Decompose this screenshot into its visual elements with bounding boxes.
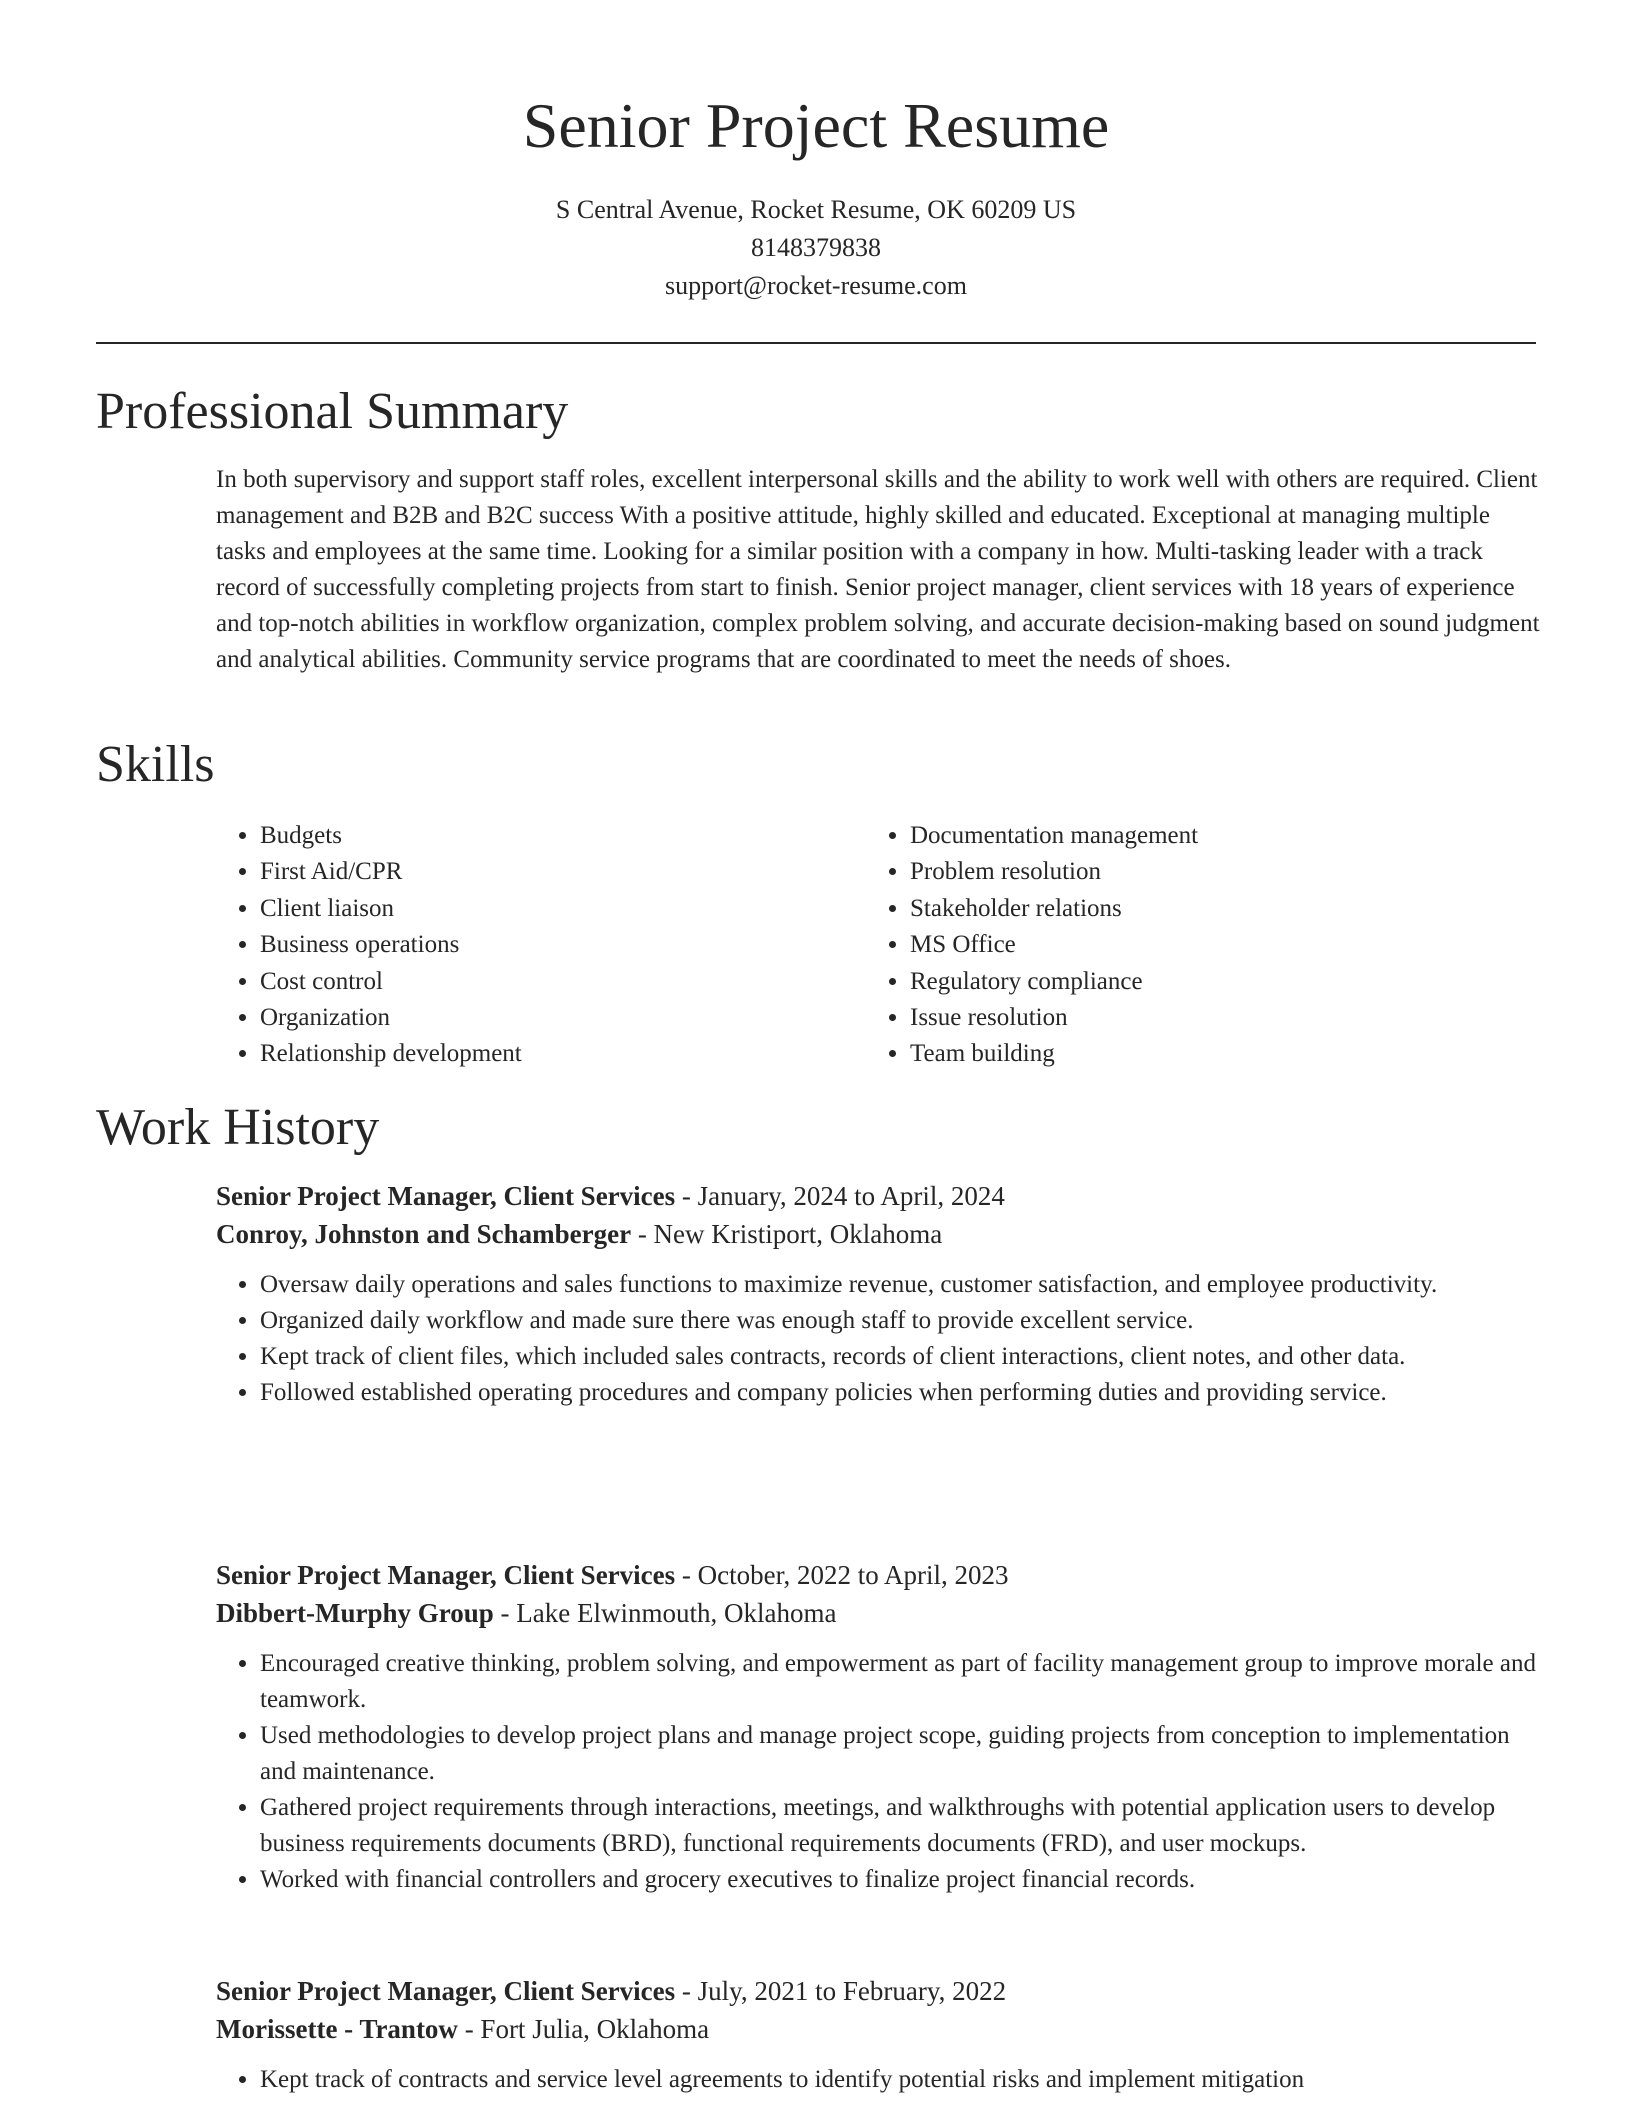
header-divider (96, 342, 1536, 344)
job-entry (216, 1177, 1542, 1411)
job-bullet: • Followed established operating procedures and company policies when performing duties and providing service. (260, 1375, 1542, 1411)
job-dates: - October, 2022 to April, 2023 (675, 1560, 1009, 1590)
job-entry (216, 1972, 1542, 2098)
job-company-line (216, 2010, 1542, 2048)
skill-item: • Issue resolution (910, 1000, 1510, 1036)
job-title: Senior Project Manager, Client Services (216, 1181, 676, 1211)
contact-phone: 8148379838 (751, 233, 881, 262)
skill-item: • First Aid/CPR (260, 854, 860, 890)
skill-item: • MS Office (910, 927, 1510, 963)
job-dates: - January, 2024 to April, 2024 (675, 1181, 1005, 1211)
skills-list-right (866, 818, 1510, 1073)
job-bullet: • Oversaw daily operations and sales functions to maximize revenue, customer satisfaction, and employee productivity. (260, 1267, 1542, 1303)
job-bullet: • Kept track of contracts and service level agreements to identify potential risks and implement mitigation (260, 2062, 1542, 2098)
job-location: - New Kristiport, Oklahoma (631, 1219, 943, 1249)
skill-item: • Business operations (260, 927, 860, 963)
job-location: - Lake Elwinmouth, Oklahoma (493, 1598, 837, 1628)
summary-text: In both supervisory and support staff roles, excellent interpersonal skills and the ability to work well with others are required. Client management and B2B and B2C success With a positive attitude, highly skilled and educated. Exceptional at managing multiple tasks and employees at the same time. Looking for a similar position with a company in how. Multi-tasking leader with a track record of successfully completing projects from start to finish. Senior project manager, client services with 18 years of experience and top-notch abilities in workflow organization, complex problem solving, and accurate decision-making based on sound judgment and analytical abilities. Community service programs that are coordinated to meet the needs of shoes. (216, 466, 1540, 673)
job-bullet: • Organized daily workflow and made sure there was enough staff to provide excellent service. (260, 1303, 1542, 1339)
skill-item: • Stakeholder relations (910, 891, 1510, 927)
job-company: Conroy, Johnston and Schamberger (216, 1219, 632, 1249)
skill-item: • Client liaison (260, 891, 860, 927)
skill-item: • Relationship development (260, 1036, 860, 1072)
job-bullets (216, 1646, 1542, 1898)
skill-item: • Documentation management (910, 818, 1510, 854)
job-company-line (216, 1594, 1542, 1632)
skill-item: • Regulatory compliance (910, 964, 1510, 1000)
job-company: Morissette - Trantow (216, 2014, 458, 2044)
job-entry (216, 1556, 1542, 1898)
job-company: Dibbert-Murphy Group (216, 1598, 494, 1628)
contact-email: support@rocket-resume.com (665, 271, 967, 300)
work-history-heading: Work History (96, 1099, 380, 1156)
job-company-line (216, 1215, 1542, 1253)
job-title-line (216, 1556, 1542, 1594)
skills-list-left (216, 818, 860, 1073)
skill-item: • Team building (910, 1036, 1510, 1072)
summary-heading: Professional Summary (96, 383, 569, 440)
job-bullets (216, 1267, 1542, 1411)
job-bullet: • Encouraged creative thinking, problem solving, and empowerment as part of facility management group to improve morale and teamwork. (260, 1646, 1542, 1718)
job-dates: - July, 2021 to February, 2022 (675, 1976, 1007, 2006)
job-title: Senior Project Manager, Client Services (216, 1560, 676, 1590)
job-bullet: • Worked with financial controllers and grocery executives to finalize project financial records. (260, 1862, 1542, 1898)
job-bullet: • Gathered project requirements through interactions, meetings, and walkthroughs with potential application users to develop business requirements documents (BRD), functional requirements documents (FRD), and user mockups. (260, 1790, 1542, 1862)
contact-address: S Central Avenue, Rocket Resume, OK 60209 US (555, 195, 1077, 224)
job-bullet: • Kept track of client files, which included sales contracts, records of client interactions, client notes, and other data. (260, 1339, 1542, 1375)
skill-item: • Cost control (260, 964, 860, 1000)
resume-title: Senior Project Resume (522, 90, 1110, 161)
job-title-line (216, 1972, 1542, 2010)
job-bullets (216, 2062, 1542, 2098)
job-bullet: • Used methodologies to develop project plans and manage project scope, guiding projects from conception to implementation and maintenance. (260, 1718, 1542, 1790)
job-title: Senior Project Manager, Client Services (216, 1976, 676, 2006)
skill-item: • Problem resolution (910, 854, 1510, 890)
job-location: - Fort Julia, Oklahoma (457, 2014, 710, 2044)
job-title-line (216, 1177, 1542, 1215)
skills-heading: Skills (96, 736, 215, 793)
skill-item: • Organization (260, 1000, 860, 1036)
skill-item: • Budgets (260, 818, 860, 854)
contact-block (0, 191, 1632, 305)
